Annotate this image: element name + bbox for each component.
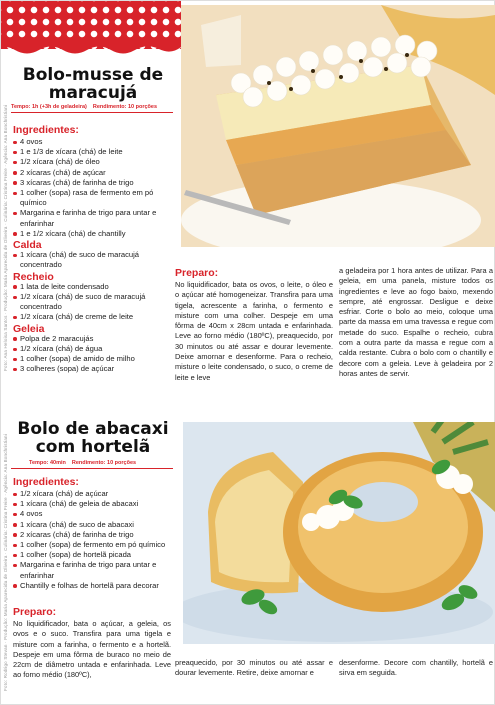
ingredients-list <box>13 489 183 591</box>
divider <box>11 112 173 113</box>
ingredient-item: Margarina e farinha de trigo para untar e enfarinhar <box>13 208 175 228</box>
recipe-time: Tempo: 1h (+3h de geladeira) <box>11 104 87 110</box>
ingredient-item: 1/2 xícara (chá) de suco de maracujá concentrado <box>13 292 175 312</box>
recheio-heading: Recheio <box>13 270 54 283</box>
ingredient-item: 4 ovos <box>13 509 183 519</box>
ingredient-item: Chantilly e folhas de hortelã para decorar <box>13 581 183 591</box>
cake-photo-passion-fruit <box>181 5 495 247</box>
prep-text: desenforme. Decore com chantilly, hortelã e sirva em seguida. <box>339 658 493 678</box>
ingredient-item: 3 colheres (sopa) de açúcar <box>13 364 175 374</box>
passion-fruit-cake-illustration <box>181 5 495 247</box>
ingredient-item: 1/2 xícara (chá) de açúcar <box>13 489 183 499</box>
recipe-meta <box>29 460 136 466</box>
prep-text: No liquidificador, bata os ovos, o leite, o óleo e o açúcar até homogeneizar. Transfira para uma tigela, acrescente a farinha, o fermento e misture com uma colher. Despeje em uma fôrma de 40cm x 28cm untada e enfarinhada. Leve ao forno médio (180ºC), preaquecido, por 30 minutos ou até assar e dourar levemente. Deixe amornar e desenforme. Para o recheio, misture o leite condensado, o suco, o creme de leite e leve <box>175 280 333 382</box>
ingredient-item: 2 xícaras (chá) de farinha de trigo <box>13 530 183 540</box>
ingredient-item: 4 ovos <box>13 137 175 147</box>
wave-decoration <box>1 41 181 61</box>
prep-text: No liquidificador, bata o açúcar, a geleia, os ovos e o suco. Transfira para uma tigela e misture com a farinha, o fermento e a hortelã. Despeje em uma fôrma de buraco no meio de 22cm de diâmetro untada e enfarinhada. Leve ao forno médio (180ºC), <box>13 619 171 680</box>
ingredient-item: 1 colher (sopa) de hortelã picada <box>13 550 183 560</box>
ingredient-item: Margarina e farinha de trigo para untar e enfarinhar <box>13 560 183 580</box>
ingredient-item: 1 colher (sopa) de amido de milho <box>13 354 175 364</box>
prep-text: a geladeira por 1 hora antes de utilizar. Para a geleia, em uma panela, misture todos os ingredientes e leve ao fogo baixo, mexendo sempre, até engrossar. Desligue e deixe esfriar. Corte o bolo ao meio, coloque uma parte da massa em uma travessa e regue com metade do suco. Espalhe o recheio, cubra com a outra parte da massa e regue com a calda restante. Cubra o bolo com o chantilly e decore com a geleia. Leve à geladeira por 2 horas antes de servir. <box>339 266 493 378</box>
ingredient-item: 1/2 xícara (chá) de creme de leite <box>13 312 175 322</box>
ingredient-item: 2 xícaras (chá) de açúcar <box>13 168 175 178</box>
ingredients-list <box>13 137 175 375</box>
ingredient-item: 1 xícara (chá) de suco de abacaxi <box>13 520 183 530</box>
geleia-heading: Geleia <box>13 322 45 335</box>
prep-heading: Preparo: <box>13 606 57 618</box>
prep-heading: Preparo: <box>175 267 219 279</box>
ingredient-item: 1 colher (sopa) de fermento em pó químico <box>13 540 183 550</box>
ingredient-item: 3 xícaras (chá) de farinha de trigo <box>13 178 175 188</box>
prep-text: preaquecido, por 30 minutos ou até assar e dourar levemente. Retire, deixe amornar e <box>175 658 333 678</box>
recipe-title: Bolo-musse de maracujá <box>22 65 164 103</box>
ingredient-item: 1 e 1/2 xícara (chá) de chantilly <box>13 229 175 239</box>
ingredient-item: 1 e 1/3 de xícara (chá) de leite <box>13 147 175 157</box>
divider <box>11 468 173 469</box>
photo-credits: Foto: Ana Heloisa Santos · Produção: Maria Aparecida de Oliveira · Culinária: Cristina Freire · Agência: Ana Bonchristiani <box>3 104 8 371</box>
ingredient-item: 1 colher (sopa) rasa de fermento em pó químico <box>13 188 175 208</box>
recipe-meta <box>11 104 157 110</box>
calda-heading: Calda <box>13 239 42 252</box>
ingredient-item: 1/2 xícara (chá) de óleo <box>13 157 175 167</box>
recipe-yield: Rendimento: 10 porções <box>92 104 158 110</box>
ingredient-item: 1/2 xícara (chá) de água <box>13 344 175 354</box>
cake-photo-pineapple <box>183 422 495 644</box>
recipe-title: Bolo de abacaxi com hortelã <box>17 419 169 457</box>
ingredient-item: Polpa de 2 maracujás <box>13 334 175 344</box>
recipe-yield: Rendimento: 10 porções <box>71 460 137 466</box>
ingredients-heading: Ingredientes: <box>13 476 79 488</box>
ingredient-item: 1 lata de leite condensado <box>13 282 175 292</box>
ingredients-heading: Ingredientes: <box>13 124 79 136</box>
ingredient-item: 1 xícara (chá) de geleia de abacaxi <box>13 499 183 509</box>
ingredient-item: 1 xícara (chá) de suco de maracujá concentrado <box>13 250 175 270</box>
photo-credits: Foto: Rodrigo Stevan · Produção: Maria Aparecida de Oliveira · Culinária: Cristina Freire · Agência: Ana Bonchristiani <box>3 434 8 691</box>
recipe-time: Tempo: 40min <box>29 460 66 466</box>
pineapple-cake-illustration <box>183 422 495 644</box>
